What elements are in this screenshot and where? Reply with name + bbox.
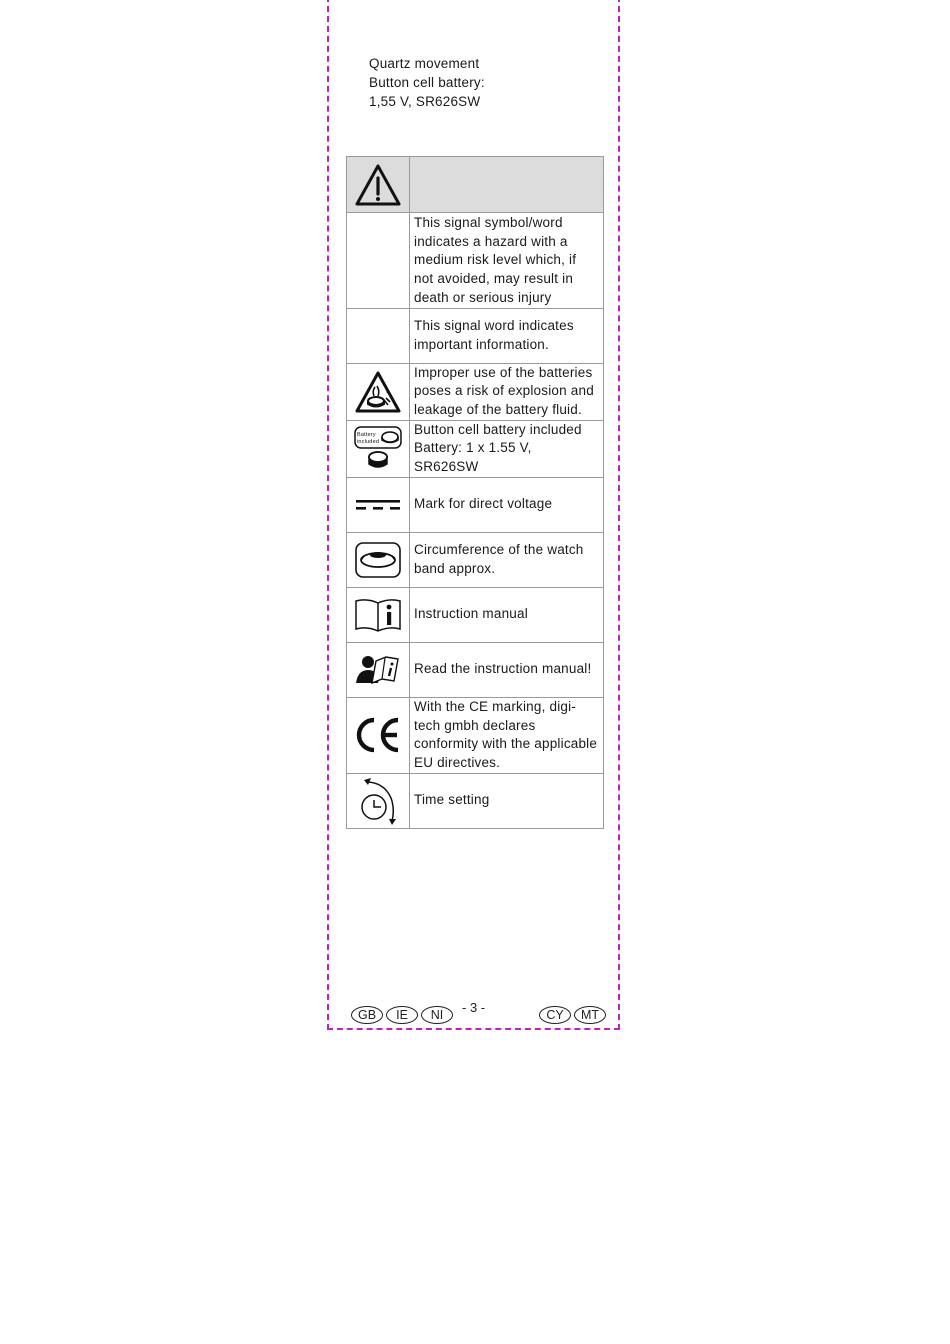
table-row — [347, 157, 604, 213]
table-row — [347, 477, 604, 532]
intro-line-battery-spec: 1,55 V, SR626SW — [369, 94, 481, 109]
page-footer — [0, 1000, 950, 1028]
warning-description: This signal symbol/word indicates a hazard with a medium risk level which, if not avoided, may result in death or serious injury — [410, 213, 604, 309]
battery-hazard-icon — [347, 363, 410, 420]
instruction-manual-icon — [347, 587, 410, 642]
warning-header-cell — [410, 157, 604, 213]
battery-included-description — [410, 420, 604, 477]
page-number: - 3 - — [462, 1000, 486, 1015]
ce-marking-description: With the CE marking, digi-tech gmbh declares conformity with the applicable EU directives. — [410, 697, 604, 773]
read-manual-icon — [347, 642, 410, 697]
empty-symbol-cell — [347, 308, 410, 363]
country-badge-cy: CY — [539, 1006, 571, 1024]
ce-marking-icon — [347, 697, 410, 773]
intro-line-movement: Quartz movement — [369, 56, 480, 71]
battery-hazard-description: Improper use of the batteries poses a risk of explosion and leakage of the battery fluid. — [410, 363, 604, 420]
instruction-manual-description: Instruction manual — [410, 587, 604, 642]
svg-text:included: included — [357, 438, 380, 445]
direct-voltage-icon — [347, 477, 410, 532]
empty-symbol-cell — [347, 213, 410, 309]
symbols-table — [346, 156, 604, 829]
battery-included-line-1: Button cell battery included — [414, 421, 582, 437]
table-row — [347, 697, 604, 773]
intro-line-battery: Button cell battery: — [369, 75, 485, 90]
watch-band-circumference-icon — [347, 532, 410, 587]
warning-triangle-icon — [347, 157, 410, 213]
time-setting-icon — [347, 773, 410, 828]
country-badge-gb: GB — [351, 1006, 383, 1024]
country-badge-mt: MT — [574, 1006, 606, 1024]
read-manual-description: Read the instruction manual! — [410, 642, 604, 697]
note-description: This signal word indicates important information. — [410, 308, 604, 363]
watch-band-circumference-description: Circumference of the watch band approx. — [410, 532, 604, 587]
table-row — [347, 363, 604, 420]
table-row — [347, 642, 604, 697]
battery-included-line-2: Battery: 1 x 1.55 V, SR626SW — [414, 440, 532, 475]
country-badge-ie: IE — [386, 1006, 418, 1024]
country-badge-ni: NI — [421, 1006, 453, 1024]
svg-text:Battery: Battery — [357, 431, 376, 438]
battery-included-icon — [347, 420, 410, 477]
direct-voltage-description: Mark for direct voltage — [410, 477, 604, 532]
intro-specs — [369, 54, 485, 111]
table-row — [347, 587, 604, 642]
table-row — [347, 773, 604, 828]
time-setting-description: Time setting — [410, 773, 604, 828]
table-row — [347, 532, 604, 587]
table-row — [347, 213, 604, 309]
table-row — [347, 308, 604, 363]
table-row — [347, 420, 604, 477]
